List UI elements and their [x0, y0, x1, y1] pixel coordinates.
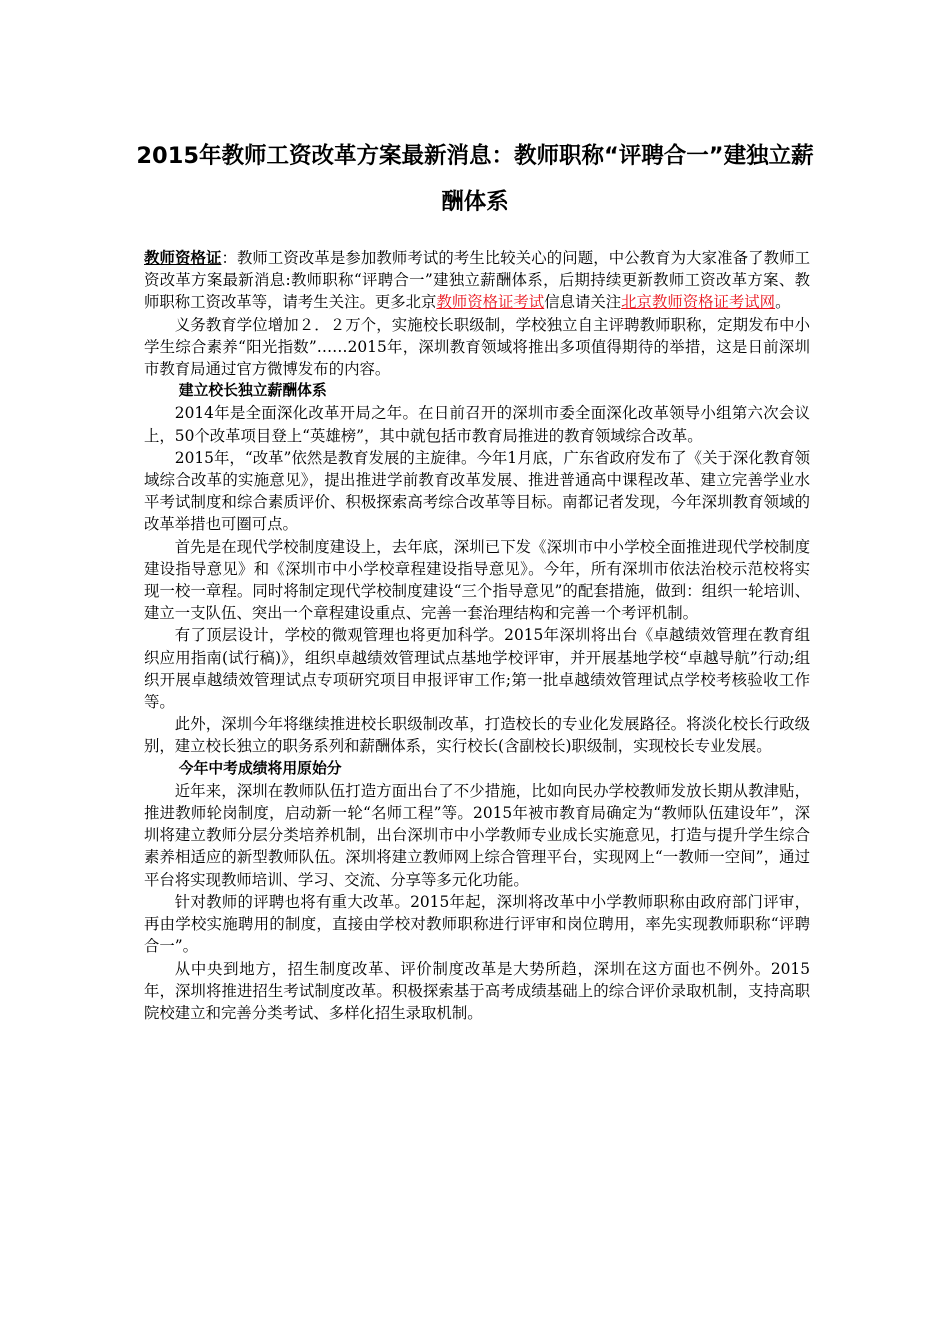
- beijing-exam-site-link[interactable]: 北京教师资格证考试网: [621, 293, 776, 312]
- paragraph: 针对教师的评聘也将有重大改革。2015年起，深圳将改革中小学教师职称由政府部门评审，再由学校实施聘用的制度，直接由学校对教师职称进行评审和岗位聘用，率先实现教师职称“评聘合一”。: [144, 892, 810, 956]
- paragraph: 有了顶层设计，学校的微观管理也将更加科学。2015年深圳将出台《卓越绩效管理在教育组织应用指南(试行稿)》，组织卓越绩效管理试点基地学校评审，并开展基地学校“卓越导航”行动;组织开展卓越绩效管理试点专项研究项目申报评审工作;第一批卓越绩效管理试点学校考核验收工作等。: [144, 626, 810, 712]
- intro-mid-text: 信息请关注: [544, 293, 622, 312]
- paragraph: 2014年是全面深化改革开局之年。在日前召开的深圳市委全面深化改革领导小组第六次会议上，50个改革项目登上“英雄榜”，其中就包括市教育局推进的教育领域综合改革。: [144, 404, 810, 445]
- page-title: 2015年教师工资改革方案最新消息：教师职称“评聘合一”建独立薪酬体系: [136, 143, 814, 215]
- intro-label[interactable]: 教师资格证: [144, 249, 222, 267]
- intro-paragraph: [144, 247, 810, 314]
- paragraph: 此外，深圳今年将继续推进校长职级制改革，打造校长的专业化发展路径。将淡化校长行政级别，建立校长独立的职务系列和薪酬体系，实行校长(含副校长)职级制，实现校长专业发展。: [144, 715, 810, 756]
- section-heading: 建立校长独立薪酬体系: [178, 382, 327, 400]
- section-heading: 今年中考成绩将用原始分: [178, 759, 342, 777]
- exam-link[interactable]: 教师资格证考试: [436, 293, 545, 312]
- paragraph: 2015年，“改革”依然是教育发展的主旋律。今年1月底，广东省政府发布了《关于深化教育领域综合改革的实施意见》，提出推进学前教育改革发展、推进普通高中课程改革、建立完善学业水平考试制度和综合素质评价、积极探索高考综合改革等目标。南都记者发现，今年深圳教育领域的改革举措也可圈可点。: [144, 448, 810, 534]
- article-body: [144, 247, 810, 1024]
- paragraph: 近年来，深圳在教师队伍打造方面出台了不少措施，比如向民办学校教师发放长期从教津贴，推进教师轮岗制度，启动新一轮“名师工程”等。2015年被市教育局确定为“教师队伍建设年”，深圳将建立教师分层分类培养机制，出台深圳市中小学教师专业成长实施意见，打造与提升学生综合素养相适应的新型教师队伍。深圳将建立教师网上综合管理平台，实现网上“一教师一空间”，通过平台将实现教师培训、学习、交流、分享等多元化功能。: [144, 781, 810, 889]
- paragraph: 义务教育学位增加２．２万个，实施校长职级制，学校独立自主评聘教师职称，定期发布中小学生综合素养“阳光指数”……2015年，深圳教育领域将推出多项值得期待的举措，这是日前深圳市教育局通过官方微博发布的内容。: [144, 315, 810, 379]
- paragraph: 首先是在现代学校制度建设上，去年底，深圳已下发《深圳市中小学校全面推进现代学校制度建设指导意见》和《深圳市中小学校章程建设指导意见》。今年，所有深圳市依法治校示范校将实现一校一章程。同时将制定现代学校制度建设“三个指导意见”的配套措施，做到：组织一轮培训、建立一支队伍、突出一个章程建设重点、完善一套治理结构和完善一个考评机制。: [144, 537, 810, 623]
- intro-text: ：教师工资改革是参加教师考试的考生比较关心的问题，中公教育为大家准备了教师工资改革方案最新消息:教师职称“评聘合一”建独立薪酬体系，后期持续更新教师工资改革方案、教师职称工资改革等，请考生关注。更多北京: [144, 249, 810, 312]
- paragraph: 从中央到地方，招生制度改革、评价制度改革是大势所趋，深圳在这方面也不例外。2015年，深圳将推进招生考试制度改革。积极探索基于高考成绩基础上的综合评价录取机制，支持高职院校建立和完善分类考试、多样化招生录取机制。: [144, 959, 810, 1022]
- intro-end-text: 。: [775, 293, 791, 312]
